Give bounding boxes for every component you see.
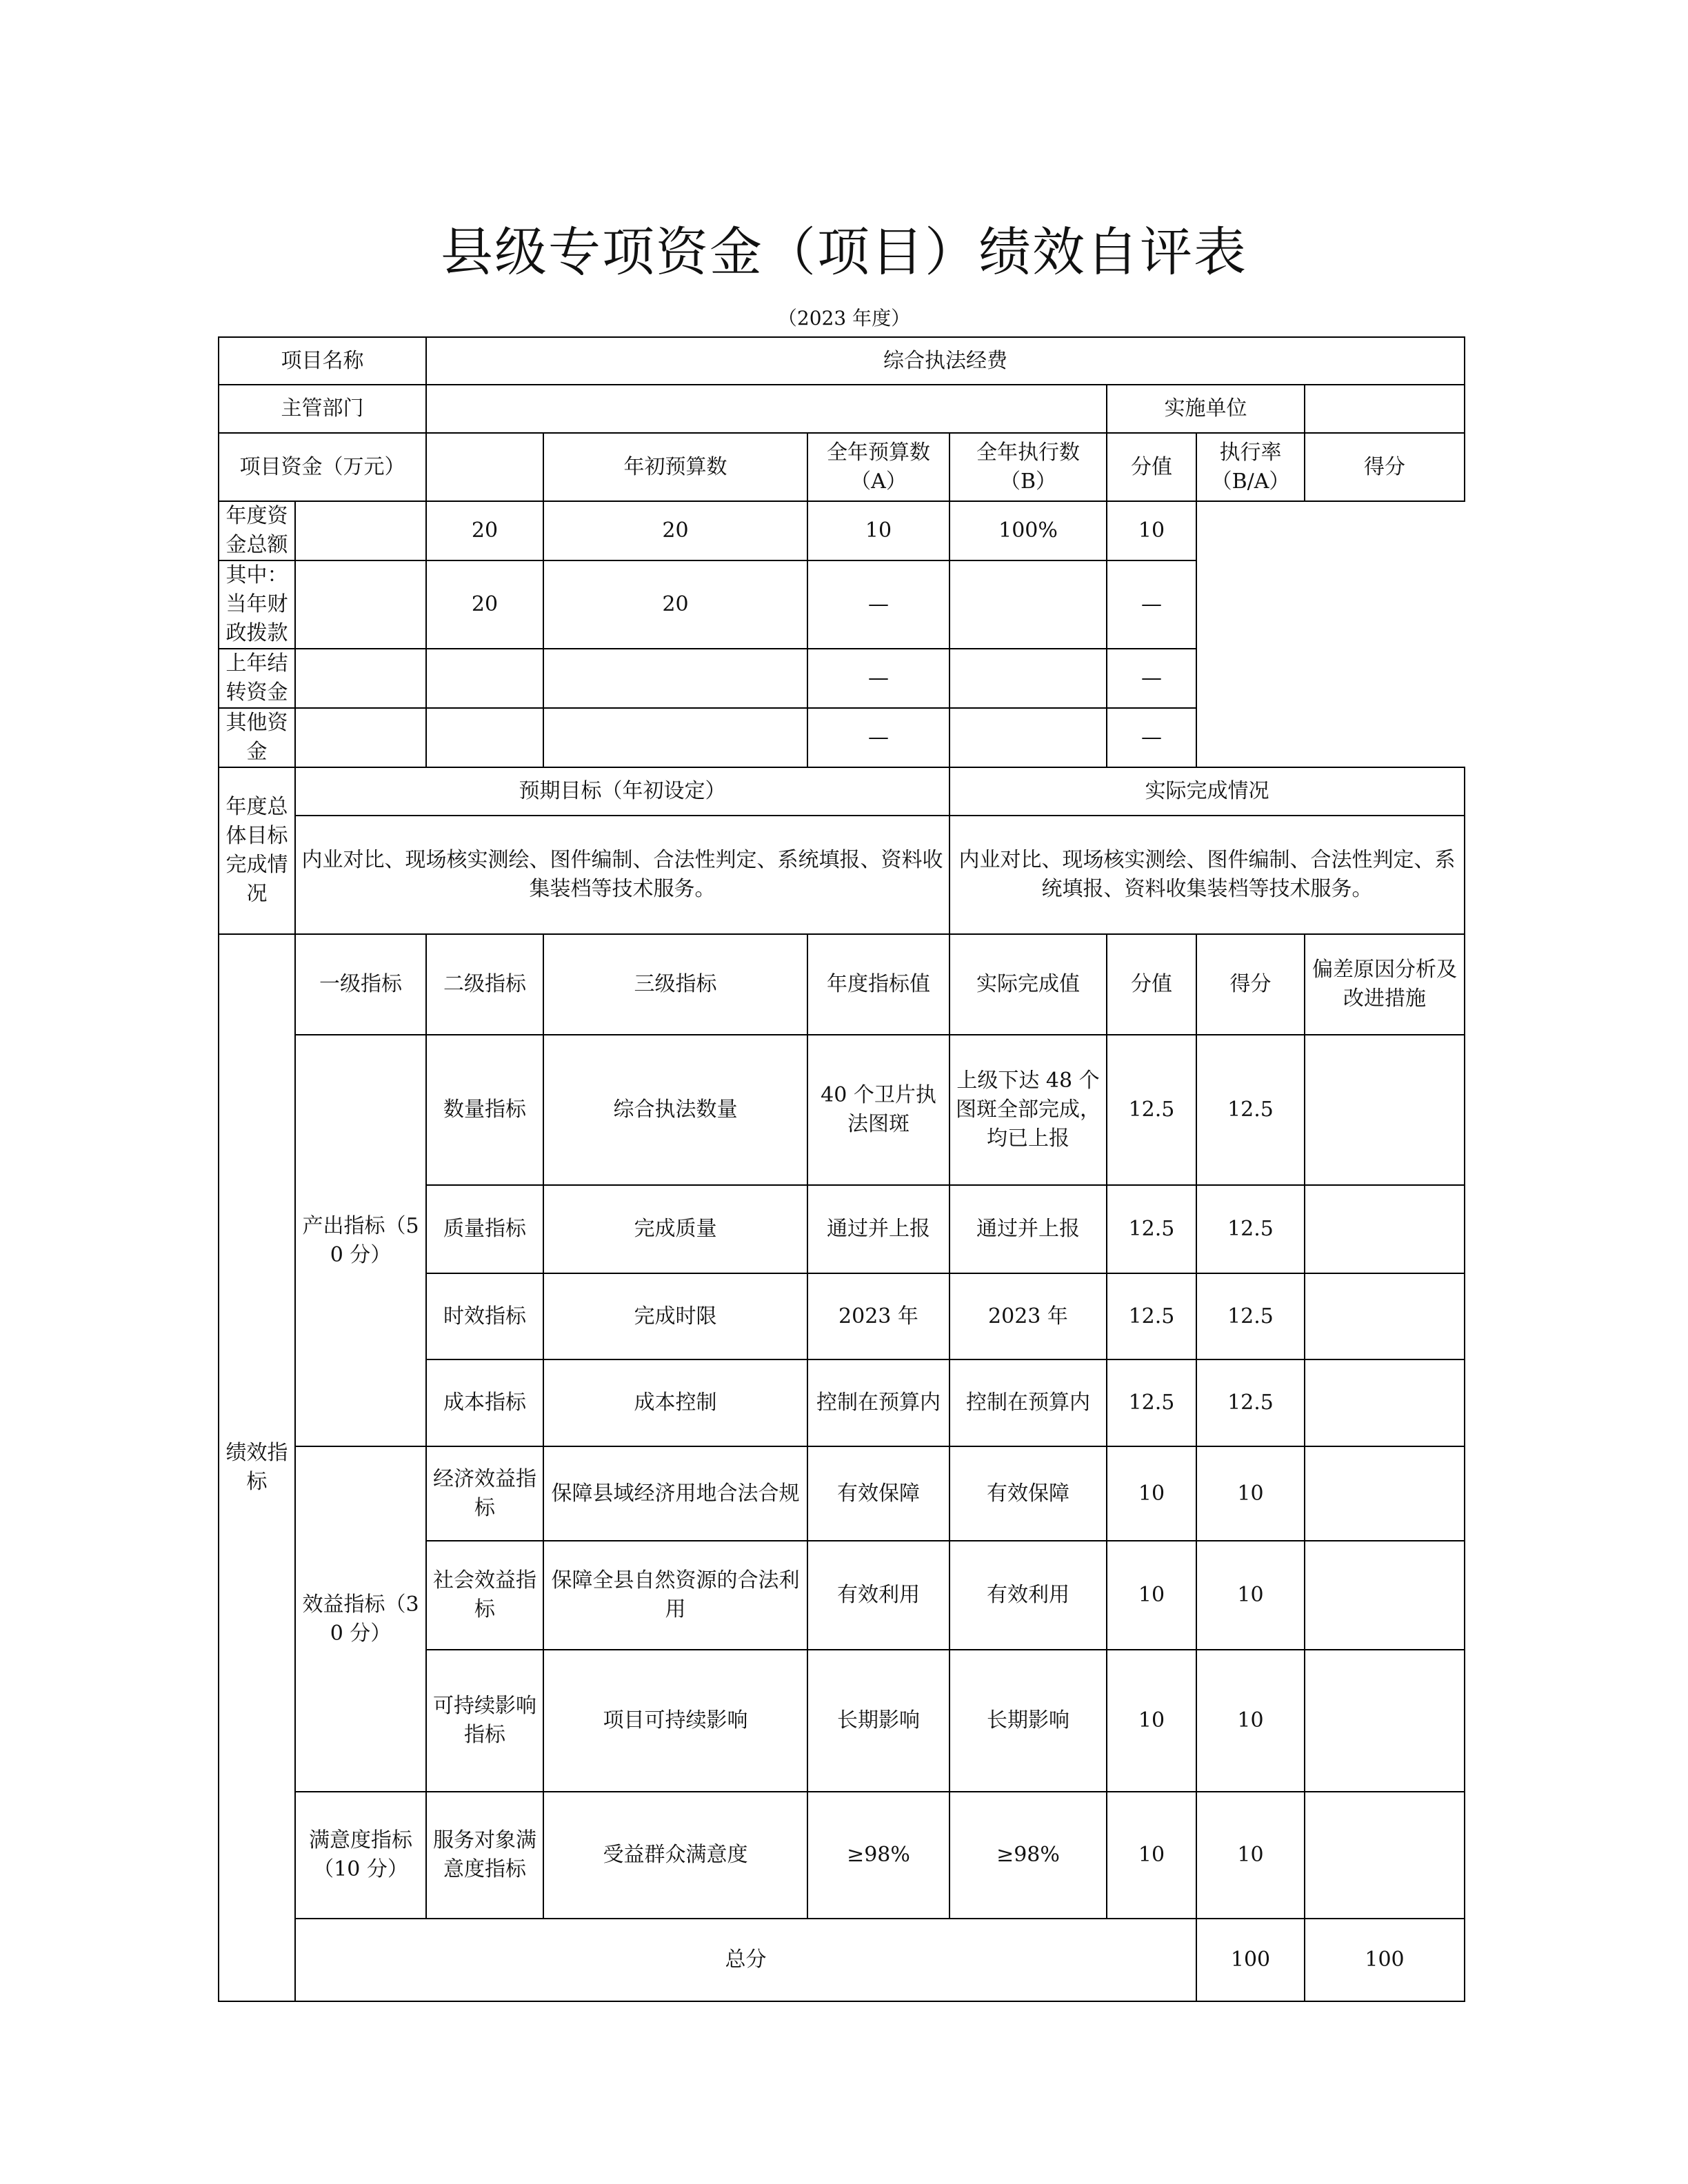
indicator-score-value: 10: [1107, 1792, 1196, 1919]
funds-row: [219, 708, 1465, 767]
indicator-actual: ≥98%: [950, 1792, 1107, 1919]
indicator-actual: 长期影响: [950, 1650, 1107, 1792]
funds-row-rate: [950, 649, 1107, 708]
indicator-target: 有效利用: [807, 1541, 950, 1650]
indicator-level3: 保障县域经济用地合法合规: [543, 1446, 807, 1541]
goals-expected-text: 内业对比、现场核实测绘、图件编制、合法性判定、系统填报、资料收集装档等技术服务。: [295, 816, 950, 934]
impl-unit-label: 实施单位: [1107, 385, 1305, 433]
funds-header-initial: 年初预算数: [543, 433, 807, 501]
indicator-level3: 保障全县自然资源的合法利用: [543, 1541, 807, 1650]
indicator-score: 10: [1196, 1792, 1305, 1919]
indicator-score: 12.5: [1196, 1359, 1305, 1446]
indicator-level3: 完成质量: [543, 1185, 807, 1273]
indicator-target: 控制在预算内: [807, 1359, 950, 1446]
report-year: （2023 年度）: [777, 307, 911, 330]
funds-row-rate: 100%: [950, 501, 1107, 560]
indicator-deviation: [1305, 1273, 1465, 1359]
funds-row-rate: [950, 560, 1107, 649]
indicator-level2: 时效指标: [426, 1273, 543, 1359]
funds-row-initial: [295, 708, 426, 767]
indicator-target: 通过并上报: [807, 1185, 950, 1273]
indicator-level3: 受益群众满意度: [543, 1792, 807, 1919]
goals-expected-header: 预期目标（年初设定）: [295, 767, 950, 816]
indicator-target: ≥98%: [807, 1792, 950, 1919]
indicator-actual: 通过并上报: [950, 1185, 1107, 1273]
indicator-actual: 2023 年: [950, 1273, 1107, 1359]
group-satisfaction: 满意度指标（10 分）: [295, 1792, 426, 1919]
total-score: 100: [1305, 1919, 1465, 2001]
indicator-level2: 服务对象满意度指标: [426, 1792, 543, 1919]
funds-row-executed: [543, 649, 807, 708]
indicator-score-value: 12.5: [1107, 1359, 1196, 1446]
funds-row-score: 10: [1107, 501, 1196, 560]
goals-actual-text: 内业对比、现场核实测绘、图件编制、合法性判定、系统填报、资料收集装档等技术服务。: [950, 816, 1465, 934]
goals-label: 年度总体目标完成情况: [219, 767, 295, 934]
indicator-deviation: [1305, 1035, 1465, 1185]
indicator-score-value: 12.5: [1107, 1035, 1196, 1185]
indicator-deviation: [1305, 1650, 1465, 1792]
funds-header-blank: [426, 433, 543, 501]
indicator-level3: 项目可持续影响: [543, 1650, 807, 1792]
funds-row-score-value: —: [807, 649, 950, 708]
indicator-deviation: [1305, 1446, 1465, 1541]
indicator-row: [219, 1035, 1465, 1185]
indicator-level2: 社会效益指标: [426, 1541, 543, 1650]
indicator-target: 有效保障: [807, 1446, 950, 1541]
indicator-score-value: 10: [1107, 1446, 1196, 1541]
funds-row-annual: 20: [426, 560, 543, 649]
department-label: 主管部门: [219, 385, 426, 433]
funds-row-executed: 20: [543, 501, 807, 560]
indicator-target: 40 个卫片执法图斑: [807, 1035, 950, 1185]
header-level1: 一级指标: [295, 934, 426, 1035]
indicator-actual: 上级下达 48 个图斑全部完成，均已上报: [950, 1035, 1107, 1185]
indicator-level2: 经济效益指标: [426, 1446, 543, 1541]
project-name-value: 综合执法经费: [426, 337, 1465, 385]
header-target: 年度指标值: [807, 934, 950, 1035]
funds-row-rate: [950, 708, 1107, 767]
header-score: 得分: [1196, 934, 1305, 1035]
funds-row-label: 其中：当年财政拨款: [219, 560, 295, 649]
total-label: 总分: [295, 1919, 1196, 2001]
funds-row-initial: [295, 560, 426, 649]
funds-row-score: —: [1107, 560, 1196, 649]
funds-row-score: —: [1107, 649, 1196, 708]
funds-row-executed: 20: [543, 560, 807, 649]
funds-header-score: 得分: [1305, 433, 1465, 501]
funds-row-annual: [426, 708, 543, 767]
funds-row-label: 年度资金总额: [219, 501, 295, 560]
funds-row-label: 上年结转资金: [219, 649, 295, 708]
funds-row-initial: [295, 649, 426, 708]
total-score-value: 100: [1196, 1919, 1305, 2001]
indicator-score-value: 12.5: [1107, 1273, 1196, 1359]
funds-row-annual: [426, 649, 543, 708]
indicator-score: 12.5: [1196, 1035, 1305, 1185]
indicator-deviation: [1305, 1792, 1465, 1919]
funds-row-label: 其他资金: [219, 708, 295, 767]
indicator-row: [219, 1446, 1465, 1541]
header-deviation: 偏差原因分析及改进措施: [1305, 934, 1465, 1035]
indicator-score-value: 10: [1107, 1541, 1196, 1650]
header-level2: 二级指标: [426, 934, 543, 1035]
department-row: [219, 385, 1465, 433]
indicator-score-value: 12.5: [1107, 1185, 1196, 1273]
indicator-score: 10: [1196, 1650, 1305, 1792]
indicator-actual: 控制在预算内: [950, 1359, 1107, 1446]
funds-header-annual: 全年预算数（A）: [807, 433, 950, 501]
indicators-header-row: [219, 934, 1465, 1035]
department-value: [426, 385, 1107, 433]
funds-row: [219, 501, 1465, 560]
indicator-deviation: [1305, 1359, 1465, 1446]
funds-row: [219, 649, 1465, 708]
funds-row-executed: [543, 708, 807, 767]
header-actual: 实际完成值: [950, 934, 1107, 1035]
indicator-deviation: [1305, 1541, 1465, 1650]
goals-text-row: [219, 816, 1465, 934]
indicator-level2: 质量指标: [426, 1185, 543, 1273]
funds-header-rate: 执行率（B/A）: [1196, 433, 1305, 501]
indicator-deviation: [1305, 1185, 1465, 1273]
indicator-actual: 有效利用: [950, 1541, 1107, 1650]
project-name-label: 项目名称: [219, 337, 426, 385]
funds-row-score-value: —: [807, 560, 950, 649]
funds-row-initial: [295, 501, 426, 560]
indicator-score: 12.5: [1196, 1185, 1305, 1273]
goals-actual-header: 实际完成情况: [950, 767, 1465, 816]
funds-header-score-value: 分值: [1107, 433, 1196, 501]
performance-table: [218, 336, 1465, 2002]
funds-header-executed: 全年执行数（B）: [950, 433, 1107, 501]
indicator-score: 10: [1196, 1446, 1305, 1541]
indicator-actual: 有效保障: [950, 1446, 1107, 1541]
indicator-row: [219, 1792, 1465, 1919]
group-benefit: 效益指标（30 分）: [295, 1446, 426, 1792]
indicator-level3: 完成时限: [543, 1273, 807, 1359]
funds-row: [219, 560, 1465, 649]
indicator-level2: 成本指标: [426, 1359, 543, 1446]
indicator-target: 长期影响: [807, 1650, 950, 1792]
indicator-score: 12.5: [1196, 1273, 1305, 1359]
page-title: 县级专项资金（项目）绩效自评表: [441, 221, 1247, 283]
total-row: [219, 1919, 1465, 2001]
goals-header-row: [219, 767, 1465, 816]
funds-label: 项目资金（万元）: [219, 433, 426, 501]
indicator-level2: 可持续影响指标: [426, 1650, 543, 1792]
group-output: 产出指标（50 分）: [295, 1035, 426, 1446]
indicator-level3: 综合执法数量: [543, 1035, 807, 1185]
funds-row-score: —: [1107, 708, 1196, 767]
indicator-score-value: 10: [1107, 1650, 1196, 1792]
indicator-level2: 数量指标: [426, 1035, 543, 1185]
indicator-score: 10: [1196, 1541, 1305, 1650]
project-name-row: [219, 337, 1465, 385]
indicator-target: 2023 年: [807, 1273, 950, 1359]
header-score-value: 分值: [1107, 934, 1196, 1035]
funds-row-annual: 20: [426, 501, 543, 560]
funds-header-row: [219, 433, 1465, 501]
indicators-label: 绩效指标: [219, 934, 295, 2001]
impl-unit-value: [1305, 385, 1465, 433]
funds-row-score-value: 10: [807, 501, 950, 560]
header-level3: 三级指标: [543, 934, 807, 1035]
indicator-level3: 成本控制: [543, 1359, 807, 1446]
funds-row-score-value: —: [807, 708, 950, 767]
